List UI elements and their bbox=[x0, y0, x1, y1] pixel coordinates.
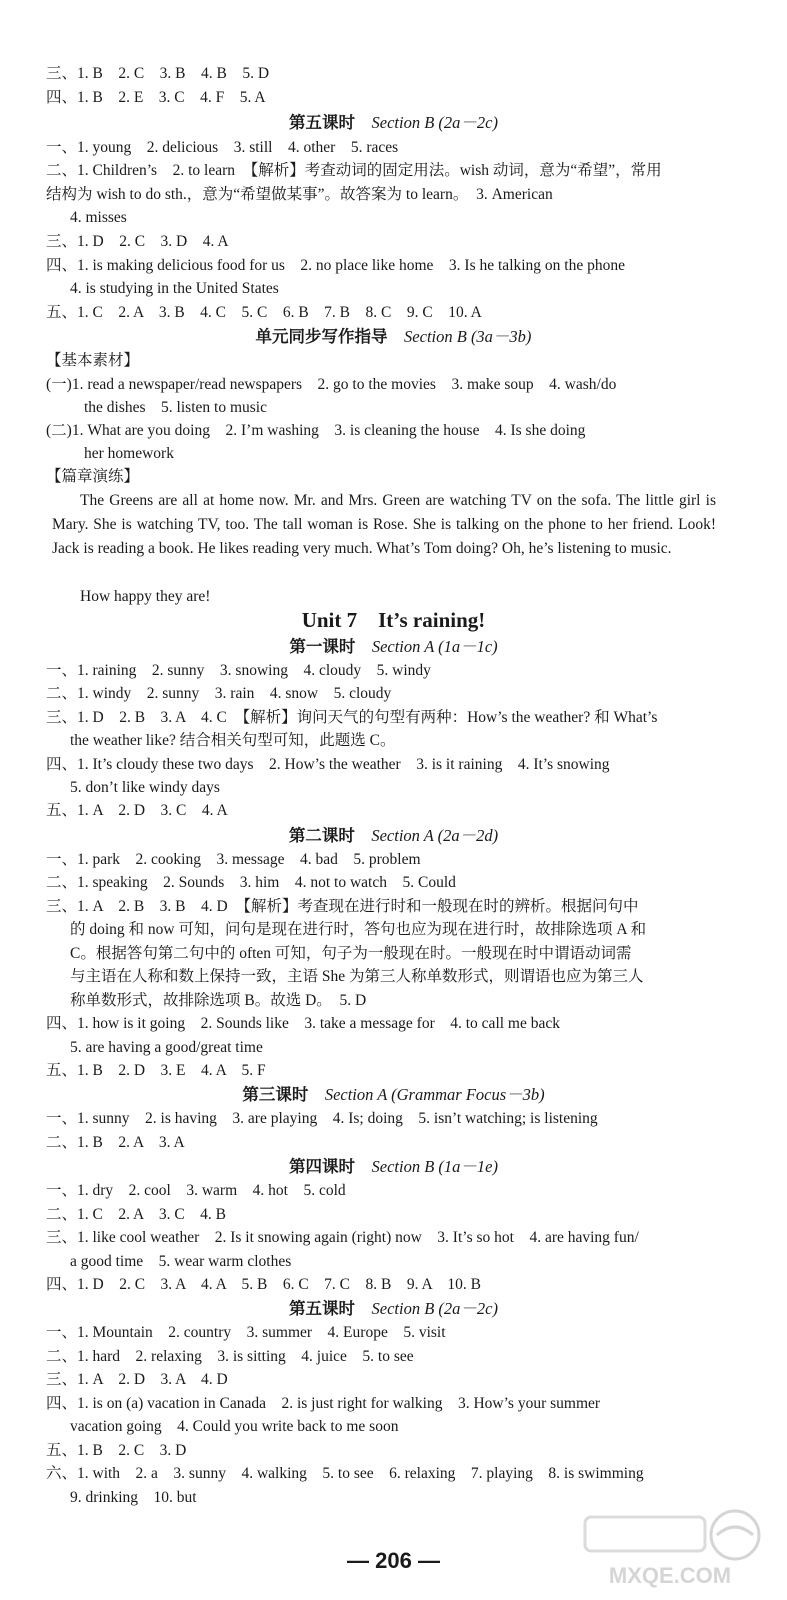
section-heading: 第三课时 Section A (Grammar Focus－3b) bbox=[242, 1085, 545, 1104]
section-heading: 第五课时 Section B (2a－2c) bbox=[289, 1299, 498, 1318]
section-heading: 第四课时 Section B (1a－1e) bbox=[289, 1157, 498, 1176]
unit-title: Unit 7 It’s raining! bbox=[301, 608, 486, 632]
section-heading: 第五课时 Section B (2a－2c) bbox=[289, 113, 498, 132]
section-heading: 单元同步写作指导 Section B (3a－3b) bbox=[255, 327, 532, 346]
section-heading: 第二课时 Section A (2a－2d) bbox=[288, 826, 499, 845]
page-number: — 206 — bbox=[347, 1548, 440, 1573]
passage-paragraph: How happy they are! bbox=[80, 588, 211, 605]
passage-paragraph: The Greens are all at home now. Mr. and Mrs. Green are watching TV on the sofa. The little girl is Mary. She is watching TV, too. The tall woman is Rose. She is talking on the phone to her friend. Look! Jack is reading a book. He likes reading very much. What’s Tom doing? Oh, he’s listening to music. bbox=[52, 492, 716, 557]
watermark-text: MXQE.COM bbox=[608, 1563, 732, 1588]
watermark-logo bbox=[565, 1505, 775, 1590]
section-heading: 第一课时 Section A (1a－1c) bbox=[289, 637, 498, 656]
